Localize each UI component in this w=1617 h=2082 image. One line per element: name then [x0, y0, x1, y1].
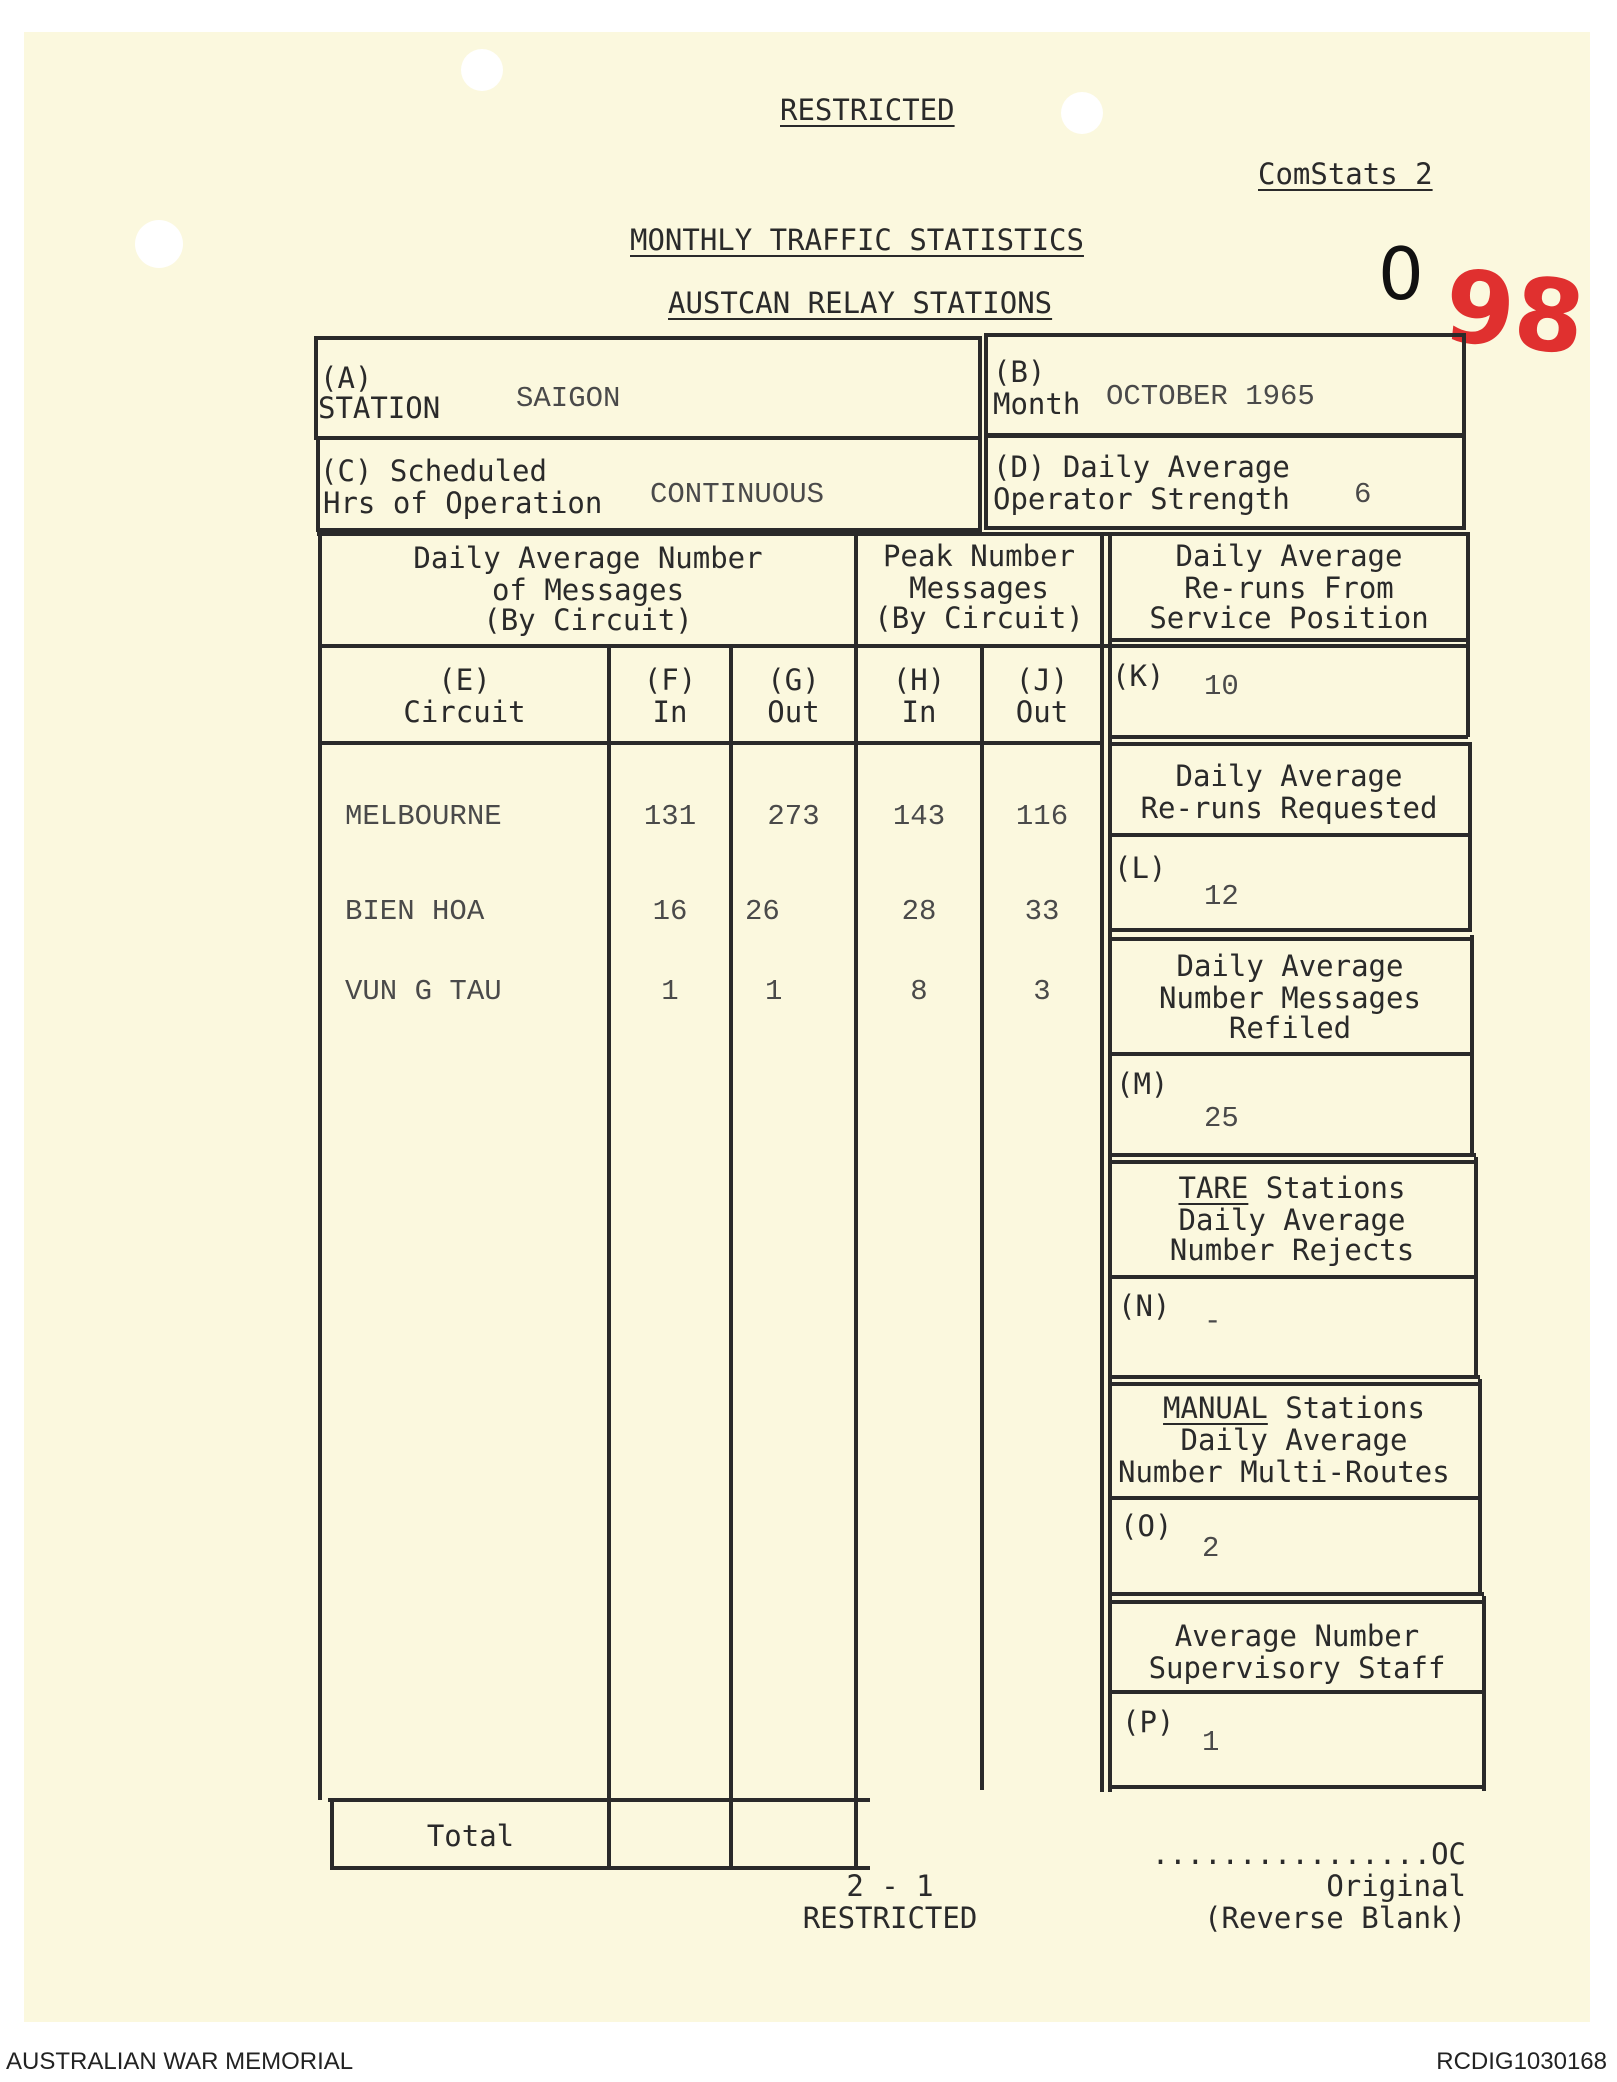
operators-label-line1: (D) Daily Average — [993, 450, 1290, 484]
side-panel-rule — [1108, 1690, 1484, 1694]
side-l-value: 12 — [1204, 880, 1239, 913]
side-panel-rule — [1474, 1157, 1478, 1377]
side-k-value: 10 — [1204, 670, 1239, 703]
side-o-title-2: Daily Average — [1180, 1423, 1408, 1457]
form-code: ComStats 2 — [1258, 157, 1433, 191]
total-label: Total — [426, 1819, 515, 1853]
group-header-daily-2: of Messages — [491, 573, 685, 607]
side-panel-rule — [1470, 935, 1474, 1155]
punch-hole — [135, 220, 183, 268]
side-panel-rule — [1478, 1379, 1482, 1594]
side-panel-rule — [1108, 638, 1468, 642]
row-circuit: MELBOURNE — [345, 800, 502, 833]
side-n-title — [1112, 1172, 1472, 1204]
column-label-f-in: In — [652, 695, 688, 729]
archive-footer-right: RCDIG1030168 — [1436, 2048, 1607, 2075]
side-l-code: (L) — [1114, 851, 1167, 885]
side-panel-rule — [1108, 742, 1470, 746]
side-panel-rule — [1108, 1375, 1480, 1379]
station-value: SAIGON — [516, 382, 621, 415]
archive-footer-left: AUSTRALIAN WAR MEMORIAL — [6, 2048, 354, 2075]
table-rule — [317, 532, 1467, 536]
month-value: OCTOBER 1965 — [1106, 380, 1315, 413]
group-header-peak-3: (By Circuit) — [874, 601, 1084, 635]
station-code: (A) — [320, 361, 373, 395]
document-subtitle: AUSTCAN RELAY STATIONS — [668, 286, 1053, 320]
group-header-daily-1: Daily Average Number — [413, 541, 763, 575]
table-rule — [319, 644, 1469, 648]
side-n-title-rest: Stations — [1248, 1171, 1406, 1205]
side-n-value: - — [1204, 1305, 1222, 1338]
month-label: Month — [993, 387, 1081, 421]
side-p-value: 1 — [1202, 1726, 1220, 1759]
column-code-j: (J) — [1015, 663, 1069, 697]
operators-label-line2: Operator Strength — [993, 482, 1290, 516]
column-label-g-out: Out — [767, 695, 820, 729]
operators-value: 6 — [1354, 478, 1372, 511]
original-note: Original — [1326, 1869, 1466, 1903]
row-value-h: 8 — [910, 975, 928, 1008]
side-panel-rule — [1108, 1275, 1478, 1279]
row-value-j: 116 — [1015, 800, 1069, 833]
row-circuit: VUN G TAU — [345, 975, 502, 1008]
side-panel-rule — [1108, 1496, 1482, 1500]
oc-mark: ................OC — [1151, 1837, 1466, 1871]
page-number: 2 - 1 — [846, 1869, 934, 1903]
punch-hole — [461, 49, 503, 91]
side-panel-rule — [1108, 1785, 1486, 1789]
punch-hole — [1061, 92, 1103, 134]
row-value-h: 28 — [901, 895, 937, 928]
side-n-title-3: Number Rejects — [1169, 1233, 1415, 1267]
hours-label-line1: (C) Scheduled — [320, 454, 547, 488]
side-l-title-2: Re-runs Requested — [1140, 791, 1438, 825]
table-rule — [1100, 532, 1104, 1792]
row-value-g: 273 — [767, 800, 820, 833]
row-value-h: 143 — [892, 800, 946, 833]
reverse-note: (Reverse Blank) — [1204, 1901, 1466, 1935]
row-circuit: BIEN HOA — [345, 895, 485, 928]
side-o-title-em: MANUAL — [1163, 1391, 1268, 1425]
side-panel-rule — [1466, 532, 1470, 737]
column-code-h: (H) — [892, 663, 946, 697]
row-value-f: 131 — [643, 800, 697, 833]
column-label-j-out: Out — [1015, 695, 1069, 729]
group-header-daily-3: (By Circuit) — [483, 603, 693, 637]
side-k-title-3: Service Position — [1149, 601, 1429, 635]
side-m-title-3: Refiled — [1228, 1011, 1352, 1045]
side-panel-rule — [1108, 1382, 1480, 1386]
column-code-f: (F) — [643, 663, 697, 697]
side-o-title-3: Number Multi-Routes — [1118, 1455, 1450, 1489]
column-label-circuit: Circuit — [403, 695, 526, 729]
side-o-code: (O) — [1120, 1509, 1173, 1543]
side-o-value: 2 — [1202, 1532, 1220, 1565]
column-code-g: (G) — [767, 663, 820, 697]
row-value-g: 26 — [745, 895, 780, 928]
handwritten-zero: 0 — [1378, 232, 1424, 316]
table-rule — [854, 532, 858, 1870]
side-panel-rule — [1108, 937, 1472, 941]
classification-bottom: RESTRICTED — [802, 1901, 978, 1935]
table-rule — [328, 1798, 870, 1802]
side-panel-rule — [1108, 928, 1472, 932]
hours-value: CONTINUOUS — [650, 478, 825, 511]
side-panel-rule — [1108, 1160, 1476, 1164]
side-panel-rule — [1108, 1592, 1484, 1596]
station-label: STATION — [318, 391, 441, 425]
row-value-f: 16 — [652, 895, 688, 928]
side-p-code: (P) — [1122, 1705, 1175, 1739]
side-m-value: 25 — [1204, 1102, 1239, 1135]
column-code-e: (E) — [438, 663, 491, 697]
classification-top: RESTRICTED — [780, 93, 955, 127]
side-p-title-2: Supervisory Staff — [1148, 1651, 1446, 1685]
side-m-title-1: Daily Average — [1176, 949, 1404, 983]
side-o-title-rest: Stations — [1267, 1391, 1425, 1425]
side-n-title-em: TARE — [1178, 1171, 1249, 1205]
side-m-title-2: Number Messages — [1159, 981, 1421, 1015]
group-header-peak-1: Peak Number — [882, 539, 1076, 573]
row-value-g: 1 — [765, 975, 783, 1008]
side-k-title-1: Daily Average — [1175, 539, 1403, 573]
side-k-title-2: Re-runs From — [1184, 571, 1394, 605]
group-header-peak-2: Messages — [909, 571, 1049, 605]
side-l-title-1: Daily Average — [1175, 759, 1403, 793]
side-n-code: (N) — [1118, 1289, 1171, 1323]
side-panel-rule — [1108, 1052, 1474, 1056]
side-panel-rule — [1108, 1153, 1476, 1157]
side-n-title-2: Daily Average — [1178, 1203, 1406, 1237]
hours-label-line2: Hrs of Operation — [323, 486, 603, 520]
side-panel-rule — [1108, 1600, 1484, 1604]
row-value-f: 1 — [661, 975, 679, 1008]
handwritten-folio-number: 98 — [1439, 247, 1590, 378]
document-title: MONTHLY TRAFFIC STATISTICS — [630, 223, 1084, 257]
row-value-j: 33 — [1024, 895, 1060, 928]
side-o-title — [1112, 1392, 1476, 1424]
month-code: (B) — [993, 355, 1046, 389]
side-panel-rule — [1108, 735, 1468, 739]
column-label-h-in: In — [901, 695, 937, 729]
side-p-title-1: Average Number — [1174, 1619, 1420, 1653]
row-value-j: 3 — [1033, 975, 1051, 1008]
side-k-code: (K) — [1112, 659, 1165, 693]
side-panel-rule — [1108, 833, 1470, 837]
side-m-code: (M) — [1116, 1067, 1169, 1101]
